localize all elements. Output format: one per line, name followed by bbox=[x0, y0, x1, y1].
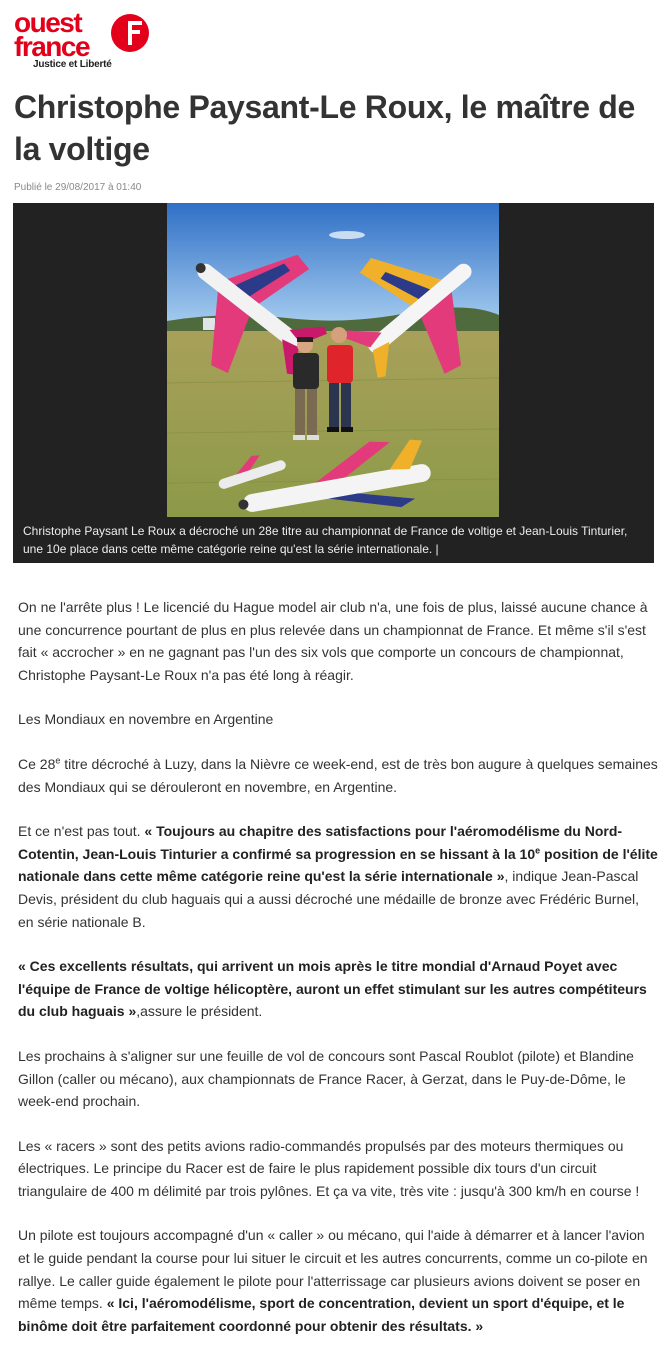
logo-emblem-icon bbox=[111, 14, 149, 52]
paragraph-7: Les « racers » sont des petits avions radio-commandés propulsés par des moteurs thermiques ou électriques. Le principe du Racer est de faire le plus rapidement possible dix tours d'un circuit triangulaire de 400 m délimité par trois pylônes. Et ça va vite, très vite : jusqu'à 300 km/h en course ! bbox=[18, 1137, 640, 1199]
site-header bbox=[14, 7, 214, 74]
paragraph-8 bbox=[18, 1224, 658, 1337]
p5-text: ,assure le président. bbox=[136, 1003, 263, 1020]
paragraph-4 bbox=[18, 820, 658, 933]
p3-superscript: e bbox=[55, 755, 61, 766]
photo-pilots-with-planes bbox=[167, 203, 499, 517]
p8-quote: « Ici, l'aéromodélisme, sport de concentration, devient un sport d'équipe, et le binôme doit être parfaitement coordonné pour obtenir des résultats. » bbox=[18, 1295, 625, 1334]
publish-date: Publié le 29/08/2017 à 01:40 bbox=[14, 182, 142, 193]
p4-text-a: Et ce n'est pas tout. bbox=[18, 823, 145, 840]
p4-text-c: , indique Jean-Pascal Devis, président du club haguais qui a aussi décroché une médaille de bronze avec Frédéric Burnel, en série nationale B. bbox=[18, 868, 640, 930]
logo-line-france: france bbox=[14, 31, 90, 62]
paragraph-3 bbox=[18, 753, 658, 798]
article-body bbox=[18, 596, 658, 1358]
p3-text-b: titre décroché à Luzy, dans la Nièvre ce week-end, est de très bon augure à quelques semaines des Mondiaux qui se dérouleront en novembre, en Argentine. bbox=[18, 755, 658, 795]
p3-text-a: Ce 28 bbox=[18, 755, 56, 772]
paragraph-6: Les prochains à s'aligner sur une feuille de vol de concours sont Pascal Roublot (pilote) et Blandine Gillon (caller ou mécano), aux championnats de France Racer, à Gerzat, dans le Puy-de-Dôme, le week-end prochain. bbox=[18, 1047, 634, 1110]
p4-quote-a: « Toujours au chapitre des satisfactions pour l'aéromodélisme du Nord-Cotentin, Jean-Louis Tinturier a confirmé sa progression en se hissant à la 10 bbox=[18, 823, 623, 862]
article-title: Christophe Paysant-Le Roux, le maître de la voltige bbox=[14, 89, 636, 167]
photo-caption: Christophe Paysant Le Roux a décroché un 28e titre au championnat de France de voltige et Jean-Louis Tinturier, une 10e place dans cette même catégorie reine qu'est la série internationale. | bbox=[13, 517, 654, 563]
article-photo[interactable] bbox=[167, 203, 499, 517]
article-figure bbox=[13, 203, 654, 563]
p4-superscript: e bbox=[535, 845, 541, 856]
p8-text: Un pilote est toujours accompagné d'un « caller » ou mécano, qui l'aide à démarrer et à lancer l'avion et le guide pendant la course pour lui situer le circuit et les autres concurrents, comme un co-pilote en rallye. Le caller guide également le pilote pour l'atterrissage car plusieurs avions doivent se poser en même temps. bbox=[18, 1227, 648, 1312]
logo-line-ouest: ouest bbox=[14, 7, 82, 38]
logo-tagline: Justice et Liberté bbox=[33, 59, 112, 70]
ouest-france-logo[interactable] bbox=[14, 7, 90, 62]
p5-quote: « Ces excellents résultats, qui arrivent un mois après le titre mondial d'Arnaud Poyet avec l'équipe de France de voltige hélicoptère, auront un effet stimulant sur les autres compétiteurs du club haguais » bbox=[18, 958, 647, 1020]
paragraph-5 bbox=[18, 955, 658, 1023]
paragraph-1: On ne l'arrête plus ! Le licencié du Hague model air club n'a, une fois de plus, laissé aucune chance à une concurrence pourtant de plus en plus relevée dans un championnat de France. Et même s'il s'est fait « accrocher » en ne gagnant pas l'un des six vols que comporte un concours de championnat, Christophe Paysant-Le Roux n'a pas été long à réagir. bbox=[18, 599, 648, 683]
paragraph-subheading: Les Mondiaux en novembre en Argentine bbox=[18, 711, 274, 728]
p4-quote-b: position de l'élite nationale dans cette même catégorie reine qu'est la série internationale » bbox=[18, 845, 658, 885]
